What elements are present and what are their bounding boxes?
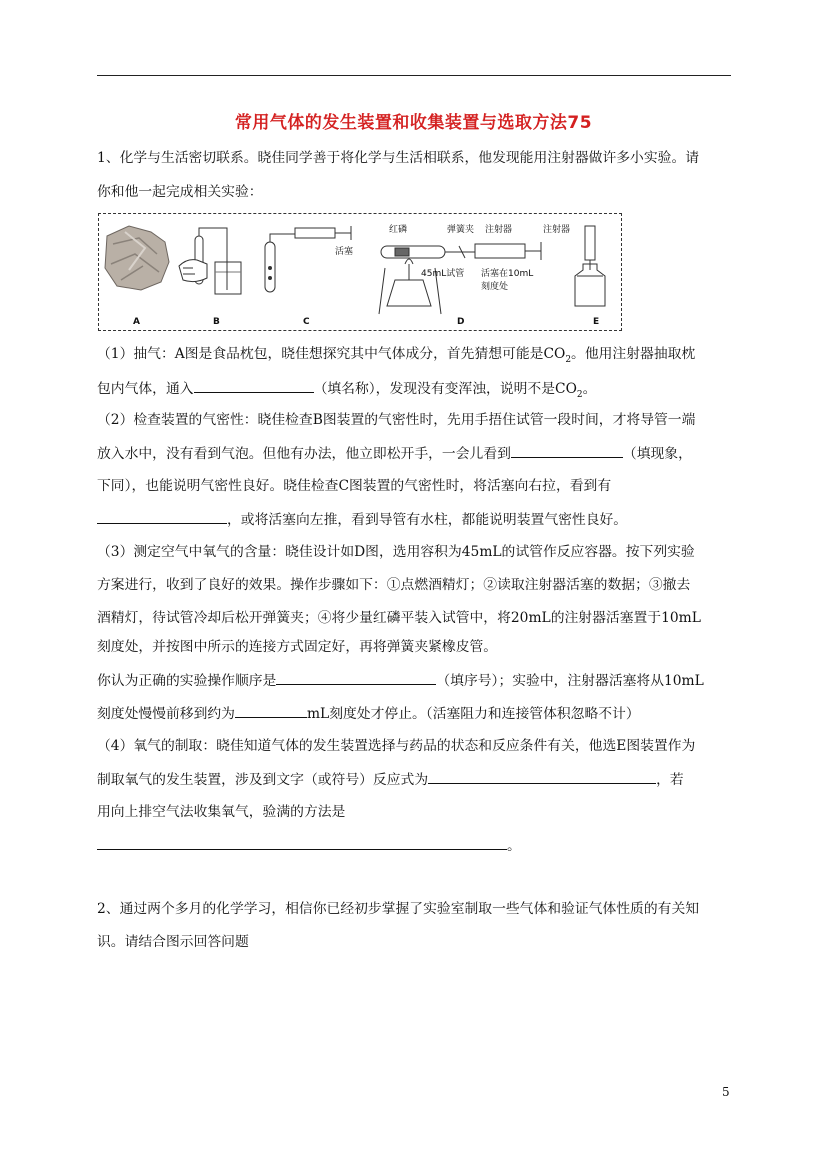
q1-part1-line-1: （1）抽气：A图是食品枕包，晓佳想探究其中气体成分，首先猜想可能是$CO_2$。他用注射器抽取枕 [97,346,696,365]
q1-part2-line-4: ，或将活塞向左推，看到导管有水柱，都能说明装置气密性良好。 [97,509,737,530]
apparatus-figure [98,213,622,331]
answer-blank-volume[interactable] [235,703,307,718]
label-d-syringe: 注射器 [485,225,513,235]
answer-blank-step-order[interactable] [276,670,436,685]
label-c-plunger: 活塞 [335,247,354,257]
q1-part4-line-3: 用向上排空气法收集氧气，验满的方法是 [97,804,346,820]
figure-e-apparatus [575,226,605,306]
figure-label-b: B [213,317,220,327]
q1-part4-line-1: （4）氧气的制取：晓佳知道气体的发生装置选择与药品的状态和反应条件有关，他选E图装置作为 [97,738,696,754]
figure-label-a: A [133,317,140,327]
q1-part2-line-1: （2）检查装置的气密性：晓佳检查B图装置的气密性时，先用手捂住试管一段时间，才将导管一端 [97,412,696,428]
q1-intro-line-2: 你和他一起完成相关实验： [97,184,263,200]
apparatus-drawing [99,214,621,330]
label-d-plunger-2: 刻度处 [481,282,509,292]
answer-blank-phenomenon-1[interactable] [511,443,623,458]
q1-part3-line-5: 你认为正确的实验操作顺序是 （填序号）；实验中，注射器活塞将从10mL [97,670,737,691]
q1-part3-line-1: （3）测定空气中氧气的含量：晓佳设计如D图，选用容积为45mL的试管作反应容器。按下列实验 [97,544,695,560]
q1-part3-line-4: 刻度处，并按图中所示的连接方式固定好，再将弹簧夹紧橡皮管。 [97,639,498,655]
q1-part3-line-2: 方案进行，收到了良好的效果。操作步骤如下：①点燃酒精灯；②读取注射器活塞的数据；③撤去 [97,577,691,593]
label-d-red-phosphorus: 红磷 [389,225,408,235]
figure-label-d: D [457,317,465,327]
figure-c-apparatus [265,226,354,292]
label-d-tube: 45mL试管 [421,269,465,279]
label-d-clamp: 弹簧夹 [447,225,475,235]
page-title: 常用气体的发生装置和收集装置与选取方法75 [234,113,593,133]
figure-label-e: E [593,317,600,327]
q1-part2-line-2: 放入水中，没有看到气泡。但他有办法，他立即松开手，一会儿看到 （填现象， [97,443,737,464]
q1-part3-line-6: 刻度处慢慢前移到约为 mL刻度处才停止。（活塞阻力和连接管体积忽略不计） [97,703,737,724]
answer-blank-full-check-method[interactable] [97,835,507,850]
header-rule [97,75,731,76]
answer-blank-reaction-equation[interactable] [428,769,656,784]
q1-part3-line-3: 酒精灯，待试管冷却后松开弹簧夹；④将少量红磷平装入试管中，将20mL的注射器活塞置于10mL [97,610,701,626]
q1-intro-line-1: 1、化学与生活密切联系。晓佳同学善于将化学与生活相联系，他发现能用注射器做许多小实验。请 [97,150,700,166]
label-e-syringe: 注射器 [543,225,571,235]
q2-line-2: 识。请结合图示回答问题 [97,934,249,950]
figure-b-apparatus [179,228,241,294]
answer-blank-gas-name[interactable] [194,378,314,393]
page-number: 5 [722,1085,730,1099]
q1-part4-line-2: 制取氧气的发生装置，涉及到文字（或符号）反应式为 ，若 [97,769,737,790]
q1-part1-line-2: 包内气体，通入 （填名称），发现没有变浑浊，说明不是$CO_2$。 [97,378,737,405]
figure-label-c: C [303,317,310,327]
answer-blank-phenomenon-2[interactable] [97,509,227,524]
q1-part2-line-3: 下同），也能说明气密性良好。晓佳检查C图装置的气密性时，将活塞向右拉，看到有 [97,478,612,494]
figure-a-pillow-bag [105,226,169,290]
label-d-plunger-1: 活塞在10mL [481,269,534,279]
q2-line-1: 2、通过两个多月的化学学习，相信你已经初步掌握了实验室制取一些气体和验证气体性质的有关知 [97,901,700,917]
q1-part4-line-4: 。 [97,835,737,856]
